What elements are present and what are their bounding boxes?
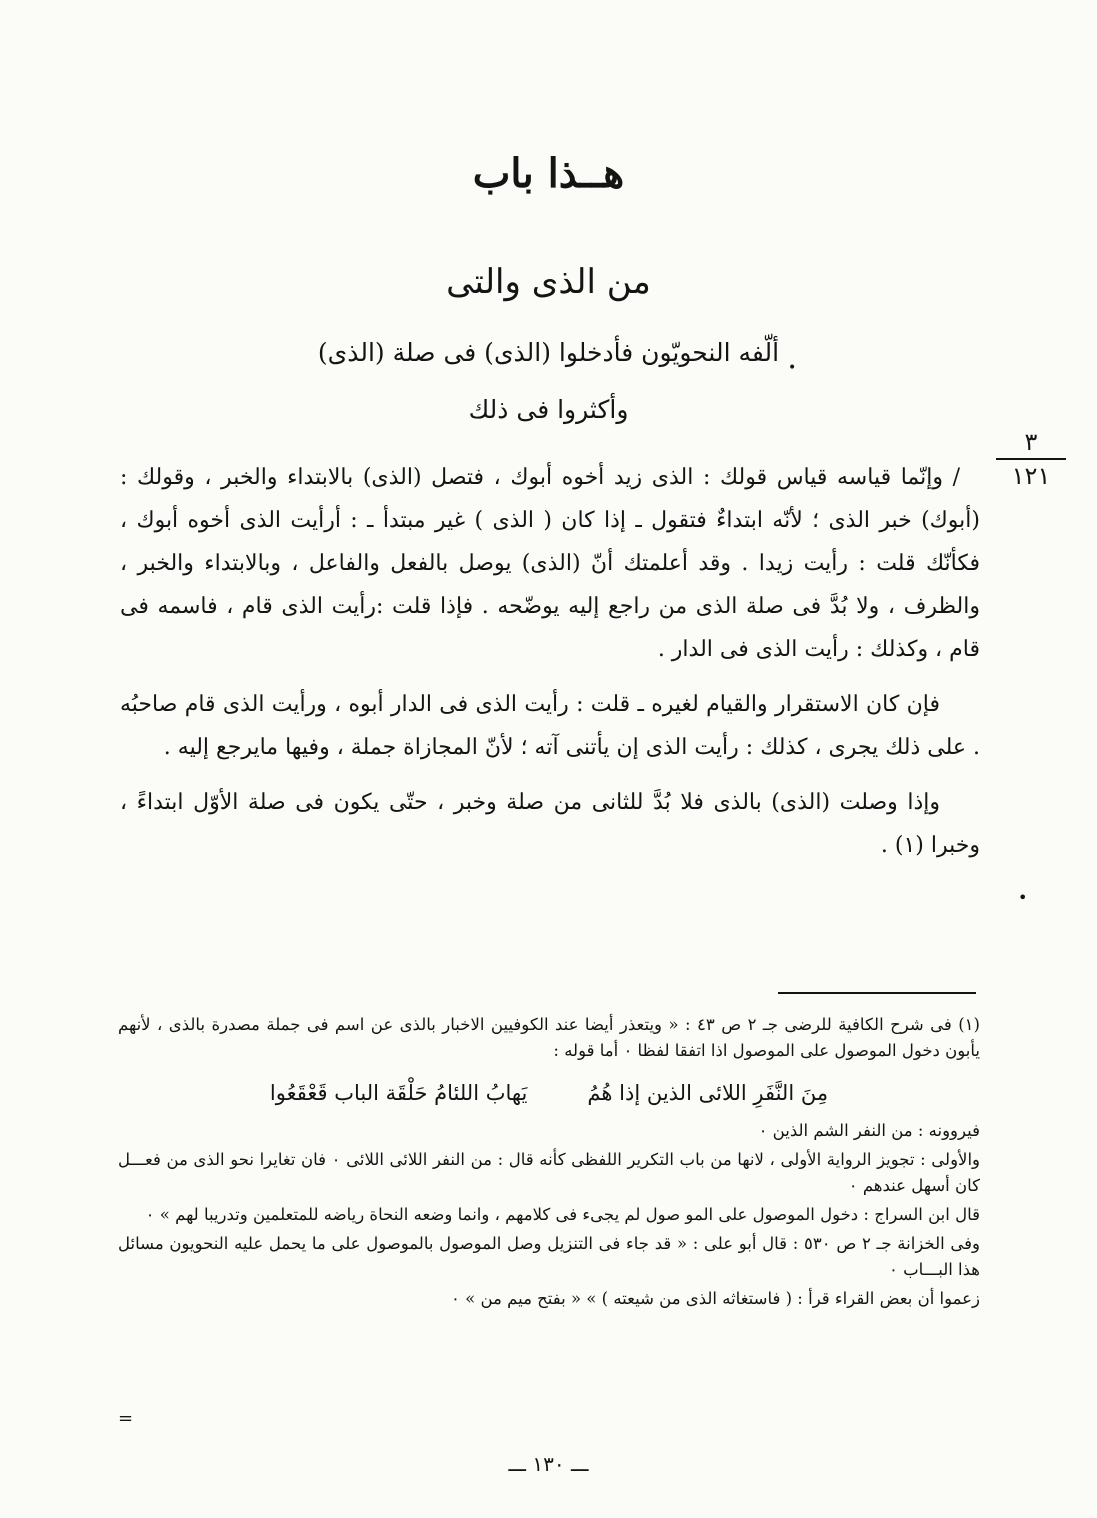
section-title: من الذى والتى xyxy=(446,262,651,302)
verse-second-hemistich: يَهابُ اللئامُ حَلْقَة الباب قَعْقَعُوا xyxy=(269,1081,528,1105)
footnote-paragraph-2: فيروونه : من النفر الشم الذين ٠ xyxy=(758,1121,980,1140)
margin-dot-mark: • xyxy=(788,360,797,376)
main-text xyxy=(120,456,980,879)
margin-ref-top: ٣ xyxy=(996,428,1066,460)
verse-first-hemistich: مِنَ النَّفَرِ اللائى الذين إذا هُمُ xyxy=(587,1081,829,1105)
body-paragraph-2: فإن كان الاستقرار والقيام لغيره ـ قلت : رأيت الذى فى الدار أبوه ، ورأيت الذى قام صاحبُه . على ذلك يجرى ، كذلك : رأيت الذى إن يأتنى آته ؛ لأنّ المجازاة جملة ، وفيها مايرجع إليه . xyxy=(120,692,980,760)
footnote-divider xyxy=(778,992,976,994)
footnotes xyxy=(118,1012,980,1315)
body-paragraph-1: / وإنّما قياسه قياس قولك : الذى زيد أخوه أبوك ، فتصل (الذى) بالابتداء والخبر ، وقولك : (أبوك) خبر الذى ؛ لأنّه ابتداءٌ فتقول ـ إذا كان ( الذى ) غير مبتدأ ـ : أرأيت الذى أخوه أبوك ، فكأنّك قلت : رأيت زيدا . وقد أعلمتك أنّ (الذى) يوصل بالفعل والفاعل ، وبالابتداء والخبر ، والظرف ، ولا بُدَّ فى صلة الذى من راجع إليه يوضّحه . فإذا قلت :رأيت الذى قام ، فاسمه فى قام ، وكذلك : رأيت الذى فى الدار . xyxy=(120,465,980,662)
section-subtitle-line1: ألّفه النحويّون فأدخلوا (الذى) فى صلة (الذى) xyxy=(317,338,780,367)
margin-ref-bottom: ١٢١ xyxy=(1011,462,1051,490)
page-number: ـــ ١٣٠ ـــ xyxy=(508,1452,589,1476)
footnote-paragraph-4: قال ابن السراج : دخول الموصول على المو صول لم يجىء فى كلامهم ، وانما وضعه النحاة رياضه للمتعلمين وتدريبا لهم » ٠ xyxy=(145,1205,980,1224)
body-paragraph-3: وإذا وصلت (الذى) بالذى فلا بُدَّ للثانى من صلة وخبر ، حتّى يكون فى صلة الأوّل ابتداءً ، وخبرا (١) . xyxy=(120,790,980,858)
chapter-title: هــذا باب xyxy=(472,150,625,197)
footnote-1: (١) فى شرح الكافية للرضى جـ ٢ ص ٤٣ : « ويتعذر أيضا عند الكوفيين الاخبار بالذى عن اسم فى جملة مصدرة بالذى ، لأنهم يأبون دخول الموصول على الموصول اذا اتفقا لفظا ٠ أما قوله : xyxy=(118,1015,980,1060)
footnote-paragraph-6: زعموا أن بعض القراء قرأ : ( فاستغاثه الذى من شيعته ) » « بفتح ميم من » ٠ xyxy=(451,1289,980,1308)
footnote-verse xyxy=(118,1076,980,1110)
margin-page-reference xyxy=(996,428,1066,490)
footnote-paragraph-3: والأولى : تجويز الرواية الأولى ، لانها من باب التكرير اللفظى كأنه قال : من النفر اللائى اللائى ٠ فان تغايرا نحو الذى من فعـــل كان أسهل عندهم ٠ xyxy=(118,1150,981,1195)
margin-dot-mark-2: • xyxy=(1018,888,1028,907)
section-subtitle-line2: وأكثروا فى ذلك xyxy=(468,395,629,424)
footnote-paragraph-5: وفى الخزانة جـ ٢ ص ٥٣٠ : قال أبو على : « قد جاء فى التنزيل وصل الموصول بالموصول على ما يحمل عليه النحويون مسائل هذا البـــاب ٠ xyxy=(118,1234,980,1279)
footnote-continuation-mark: = xyxy=(118,1408,134,1429)
